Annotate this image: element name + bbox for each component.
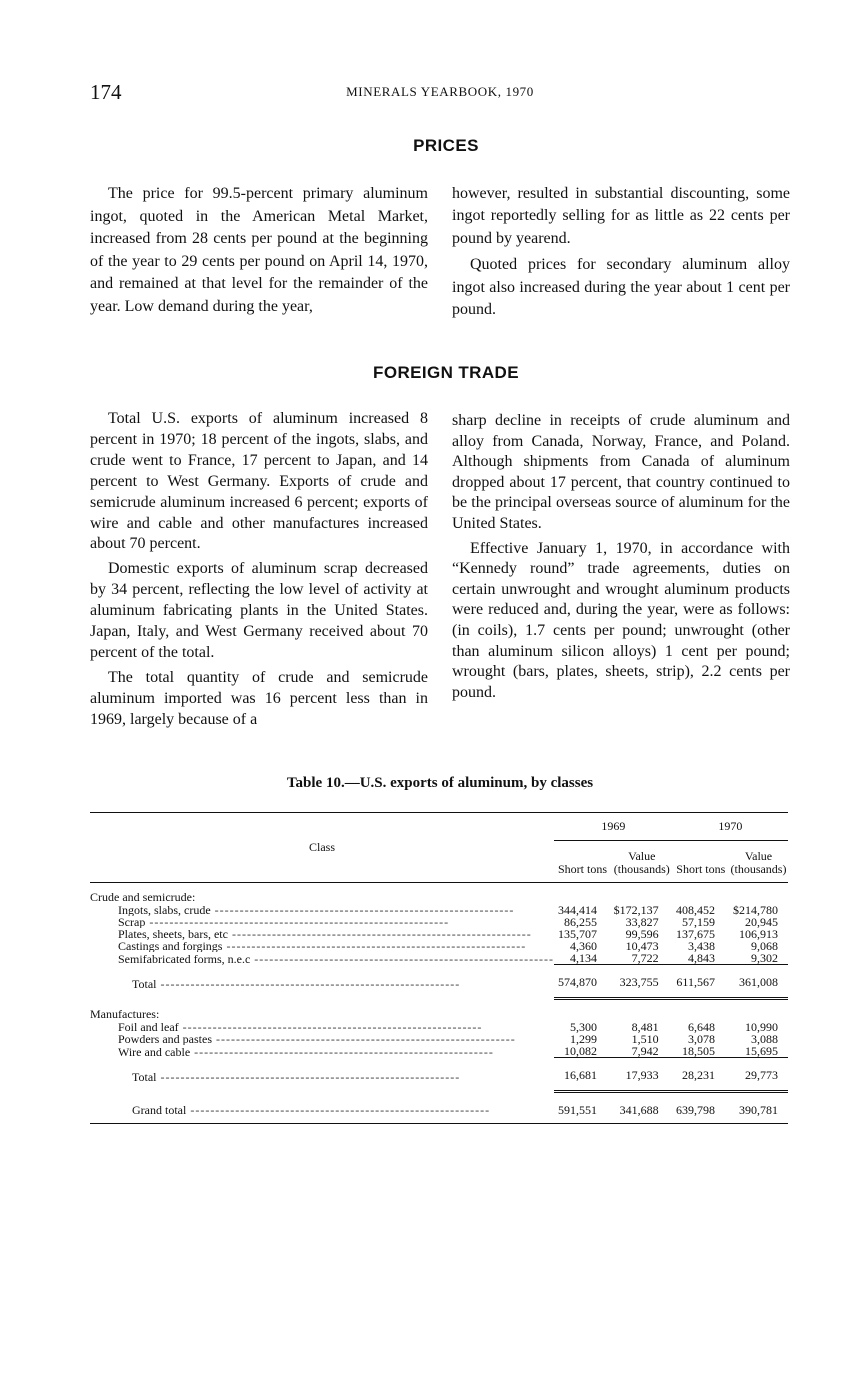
page-header [90, 80, 790, 104]
dot-leader: ------------------------------------------------------------ [190, 1045, 494, 1058]
table-cell: 4,360 [569, 939, 597, 953]
prices-paragraph-1: The price for 99.5-percent primary aluminum ingot, quoted in the American Metal Market, increased from 28 cents per pound at the beginning of the year to 29 cents per pound on April 14, 1970, and remained at that level for the remainder of the year. Low demand during the year, [90, 185, 428, 315]
table-row [90, 1045, 788, 1058]
table-body [90, 883, 788, 1124]
row-label: Powders and pastes [118, 1033, 212, 1045]
trade-paragraph-4: sharp decline in receipts of crude aluminum and alloy from Canada, Norway, France, and Poland. Although shipments from Canada of aluminum dropped about 17 percent, that country continued to be the principal overseas source of aluminum for the United States. [452, 412, 790, 532]
dot-leader: ------------------------------------------------------------ [186, 1103, 491, 1117]
table-cell: 57,159 [681, 915, 715, 929]
table-cell: 323,755 [611, 965, 673, 999]
table-cell: 33,827 [625, 915, 659, 929]
table-cell: 390,781 [729, 1092, 788, 1124]
prices-left-column [90, 183, 428, 323]
table-cell: 106,913 [739, 927, 778, 941]
table-cell: 137,675 [675, 927, 715, 941]
col-header-short-tons-1970: Short tons [673, 841, 729, 883]
row-label: Semifabricated forms, n.e.c [118, 952, 251, 965]
table-cell: 3,438 [687, 939, 715, 953]
dot-leader: ------------------------------------------------------------ [227, 928, 532, 940]
table-cell: 5,300 [569, 1020, 597, 1034]
dot-leader: ------------------------------------------------------------ [156, 976, 461, 991]
table-cell: 1,299 [569, 1032, 597, 1046]
prices-heading: PRICES [413, 136, 479, 155]
table-cell: 611,567 [673, 965, 729, 999]
col-header-short-tons-1969: Short tons [554, 841, 611, 883]
col-header-value-1969: Value (thousands) [611, 841, 673, 883]
table-cell: 9,068 [751, 939, 778, 953]
table-grand-total-row [90, 1092, 788, 1124]
table-cell: 1,510 [631, 1032, 659, 1046]
group-label: Crude and semicrude: [90, 890, 196, 904]
trade-paragraph-2: Domestic exports of aluminum scrap decreased by 34 percent, reflecting the low level of activity at aluminum fabricating plants in the United States. Japan, Italy, and West Germany received about 70 percent of the total. [90, 560, 428, 661]
table-cell: 361,008 [729, 965, 788, 999]
table-cell: 10,990 [745, 1020, 778, 1034]
table-cell: 574,870 [554, 965, 611, 999]
dot-leader: ------------------------------------------------------------ [222, 940, 527, 952]
table-total-row [90, 965, 788, 999]
dot-leader: ------------------------------------------------------------ [250, 952, 555, 965]
table-cell: 17,933 [611, 1058, 673, 1092]
table-cell: 344,414 [557, 903, 597, 917]
prices-paragraph-3: Quoted prices for secondary aluminum alloy ingot also increased during the year about 1 cent per pound. [452, 256, 790, 319]
dot-leader: ------------------------------------------------------------ [156, 1069, 461, 1084]
trade-paragraph-3: The total quantity of crude and semicrude aluminum imported was 16 percent less than in 1969, largely because of a [90, 668, 428, 728]
table-header-row [90, 813, 788, 841]
table-cell: $172,137 [613, 903, 659, 917]
col-header-class: Class [90, 813, 554, 883]
table-cell: 4,843 [687, 951, 715, 965]
table-row [90, 1021, 788, 1033]
table-cell: 18,505 [681, 1044, 715, 1058]
grand-total-label: Grand total [132, 1103, 187, 1117]
group-label: Manufactures: [90, 1007, 160, 1021]
row-label: Castings and forgings [118, 940, 223, 952]
table-cell: 591,551 [554, 1092, 611, 1124]
prices-right-column [452, 183, 790, 325]
page-number: 174 [90, 80, 122, 104]
table-cell: 29,773 [729, 1058, 788, 1092]
row-label: Foil and leaf [118, 1021, 179, 1033]
table-cell: 6,648 [687, 1020, 715, 1034]
row-label: Plates, sheets, bars, etc [118, 928, 228, 940]
running-head: MINERALS YEARBOOK, 1970 [346, 84, 534, 99]
trade-paragraph-1: Total U.S. exports of aluminum increased 8 percent in 1970; 18 percent of the ingots, slabs, and crude went to France, 17 percent to Japan, and 14 percent to West Germany. Exports of crude and semicrude aluminum increased 6 percent; exports of wire and cable and other manufactures increased about 70 percent. [90, 410, 428, 553]
table-cell: 3,078 [687, 1032, 715, 1046]
table-cell: 341,688 [611, 1092, 673, 1124]
table-cell: $214,780 [733, 903, 778, 917]
table-total-row [90, 1058, 788, 1092]
table-row [90, 952, 788, 965]
table-cell: 9,302 [751, 951, 778, 965]
table-cell: 20,945 [745, 915, 778, 929]
table-cell: 99,596 [625, 927, 659, 941]
row-label: Wire and cable [118, 1045, 191, 1058]
row-label: Scrap [118, 916, 146, 928]
table-cell: 7,722 [631, 951, 659, 965]
trade-right-column [452, 411, 790, 707]
table-cell: 28,231 [673, 1058, 729, 1092]
table-cell: 135,707 [557, 927, 597, 941]
prices-paragraph-2: however, resulted in substantial discounting, some ingot reportedly selling for as little as 22 cents per pound by yearend. [452, 185, 790, 247]
table-cell: 4,134 [569, 951, 597, 965]
table-group-row [90, 883, 788, 905]
dot-leader: ------------------------------------------------------------ [211, 1033, 516, 1045]
table-cell: 3,088 [751, 1032, 778, 1046]
dot-leader: ------------------------------------------------------------ [210, 904, 515, 916]
dot-leader: ------------------------------------------------------------ [145, 916, 450, 928]
trade-left-column [90, 409, 428, 735]
table-group-row [90, 999, 788, 1022]
table-cell: 7,942 [631, 1044, 659, 1058]
table-cell: 8,481 [631, 1020, 659, 1034]
table-cell: 15,695 [745, 1044, 778, 1058]
dot-leader: ------------------------------------------------------------ [178, 1021, 483, 1033]
table-title: Table 10.—U.S. exports of aluminum, by classes [286, 775, 594, 791]
exports-table [90, 812, 788, 1124]
total-label: Total [132, 1069, 157, 1084]
col-header-value-1970: Value (thousands) [729, 841, 788, 883]
row-label: Ingots, slabs, crude [118, 904, 211, 916]
trade-paragraph-5: Effective January 1, 1970, in accordance with “Kennedy round” trade agreements, duties on certain unwrought and wrought aluminum products were reduced and, during the year, were as follows: (in coils), 1.7 cents per pound; unwrought (other than aluminum silicon alloys) 1 cent per pound; wrought (bars, plates, sheets, strip), 2.2 cents per pound. [452, 539, 790, 701]
table-row [90, 940, 788, 952]
table-cell: 639,798 [673, 1092, 729, 1124]
table-cell: 86,255 [563, 915, 597, 929]
table-cell: 10,473 [625, 939, 659, 953]
col-header-1969: 1969 [554, 813, 673, 841]
col-header-1970: 1970 [673, 813, 788, 841]
foreign-trade-heading: FOREIGN TRADE [373, 363, 519, 382]
table-cell: 16,681 [554, 1058, 611, 1092]
table-cell: 10,082 [563, 1044, 597, 1058]
table-row [90, 928, 788, 940]
total-label: Total [132, 976, 157, 991]
table-cell: 408,452 [675, 903, 715, 917]
